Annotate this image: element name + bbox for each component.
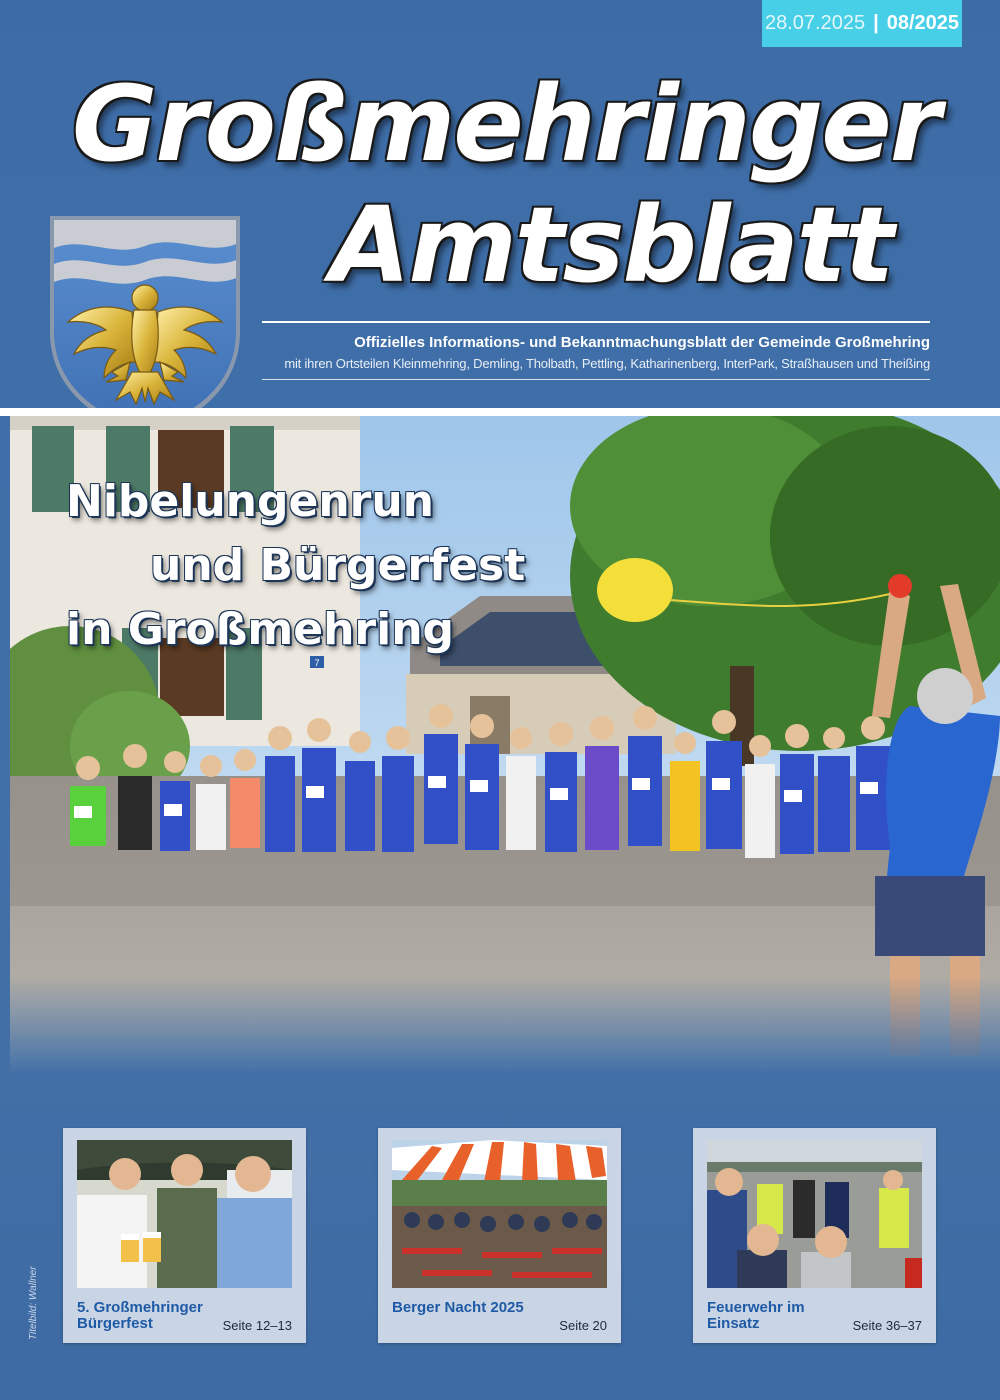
- house-number-sign: 7: [314, 658, 320, 668]
- cover-headline-line3: in Großmehring: [66, 604, 455, 655]
- masthead-subtitle: Offizielles Informations- und Bekanntmachungsblatt der Gemeinde Großmehring: [354, 334, 930, 351]
- teaser-title: Berger Nacht 2025: [392, 1299, 524, 1316]
- masthead-rule-bottom: [262, 379, 930, 380]
- masthead-rule-top: [262, 321, 930, 323]
- date-separator: |: [873, 12, 879, 34]
- divider-bar: [0, 408, 1000, 416]
- masthead-title-line2: Amtsblatt: [330, 184, 893, 306]
- cover-headline-line2: und Bürgerfest: [150, 540, 526, 591]
- masthead-title-line1: Großmehringer: [72, 63, 940, 185]
- cover-headline-line1: Nibelungenrun: [66, 476, 434, 527]
- teaser-photo-feuerwehr: [707, 1140, 922, 1288]
- photo-credit: Titelbild: Wallner: [28, 1266, 39, 1340]
- teaser-page-ref: Seite 36–37: [852, 1318, 922, 1333]
- coat-of-arms-icon: [46, 212, 244, 437]
- teaser-page-ref: Seite 12–13: [222, 1318, 292, 1333]
- teaser-card-buergerfest[interactable]: [63, 1128, 306, 1343]
- teaser-card-berger-nacht[interactable]: [378, 1128, 621, 1343]
- issue-date-badge: [762, 0, 962, 47]
- teaser-card-feuerwehr[interactable]: [693, 1128, 936, 1343]
- teaser-title: Feuerwehr im Einsatz: [707, 1299, 805, 1332]
- teaser-photo-berger-nacht: [392, 1140, 607, 1288]
- photo-fade: [10, 976, 1000, 1076]
- issue-date: 28.07.2025: [764, 12, 866, 34]
- masthead-subtitle-towns: mit ihren Ortsteilen Kleinmehring, Demling, Tholbath, Pettling, Katharinenberg, InterPark, Straßhausen und Theißing: [284, 356, 930, 371]
- teaser-page-ref: Seite 20: [559, 1318, 607, 1333]
- teaser-title: 5. Großmehringer Bürgerfest: [77, 1299, 203, 1332]
- teaser-photo-buergerfest: [77, 1140, 292, 1288]
- issue-number: 08/2025: [886, 12, 959, 34]
